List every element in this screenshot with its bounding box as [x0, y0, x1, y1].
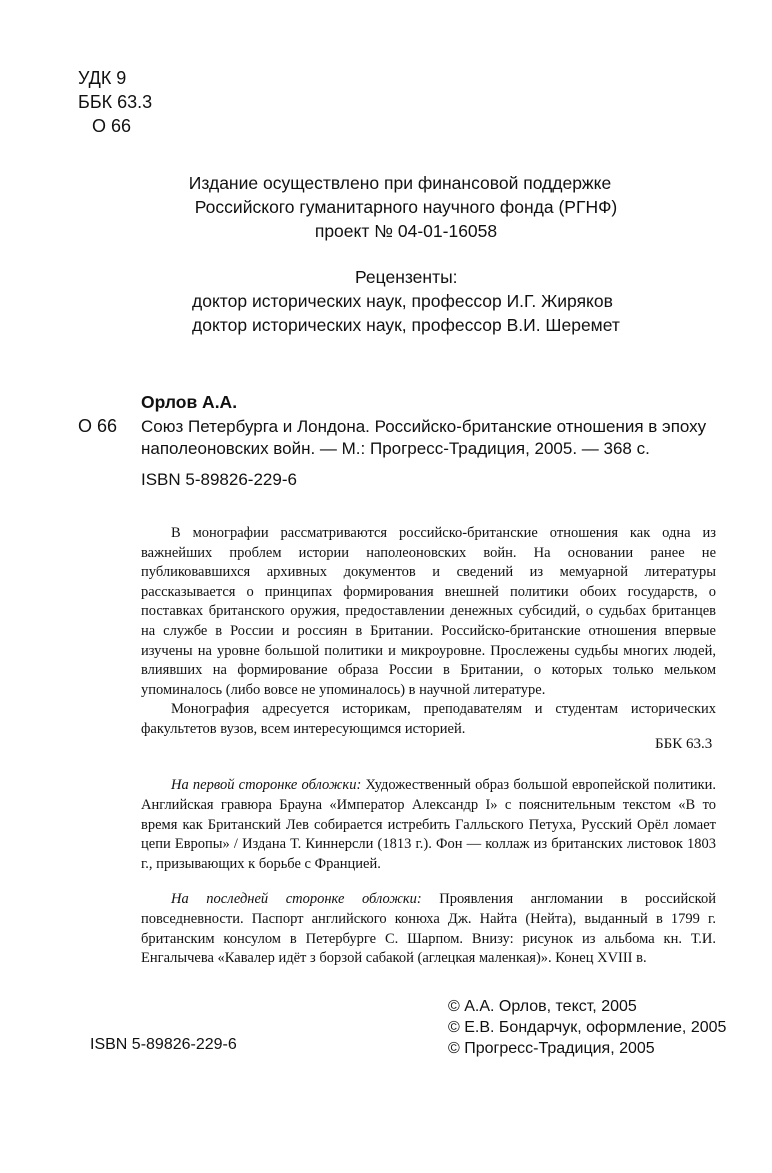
- back-cover-note: [141, 890, 716, 969]
- abstract-paragraph: В монографии рассматриваются российско-британские отношения как одна из важнейших проблем истории наполеоновских войн. На основании ранее не публиковавшихся архивных документов и сведений из мемуарной литературы рассказывается о принципах формирования внешней политики обоих государств, о поставках британского оружия, предоставлении денежных субсидий, о судьбах британцев на службе в России и россиян в Британии. Российско-британские отношения впервые изучены на уровне большой политики и микроуровне. Прослежены судьбы многих людей, влиявших на формирование образа России в Британии, о которых только мельком упоминалось (либо вовсе не упоминалось) в научной литературе.: [141, 525, 716, 698]
- sponsor-project: проект № 04-01-16058: [314, 221, 498, 241]
- copyright-design: © Е.В. Бондарчук, оформление, 2005: [448, 1019, 727, 1036]
- abstract: [141, 524, 716, 740]
- front-cover-note: [141, 776, 716, 875]
- author-mark: О 66: [92, 116, 132, 136]
- copyright-author: © А.А. Орлов, текст, 2005: [448, 998, 637, 1015]
- isbn-record: ISBN 5-89826-229-6: [141, 470, 297, 489]
- bibliographic-title-line: Союз Петербурга и Лондона. Российско-британские отношения в эпоху: [141, 417, 707, 436]
- front-cover-text: Художественный образ большой европейской политики. Английская гравюра Брауна «Император Александр I» с пояснительным текстом «В то время как Британский Лев собирается истребить Галльского Петуха, Русский Орёл ломает цепи Европы» / Издана Т. Киннерсли (1813 г.). Фон — коллаж из британских листовок 1803 г., призывающих к борьбе с Францией.: [141, 777, 717, 873]
- sponsor-line-2: Российского гуманитарного научного фонда (РГНФ): [194, 197, 618, 217]
- sponsor-notice: [0, 171, 772, 243]
- reviewer-1: доктор исторических наук, профессор И.Г. Жиряков: [192, 291, 613, 311]
- copyright-block: [448, 996, 726, 1059]
- classification-codes: [78, 66, 152, 138]
- back-cover-text: Проявления англомании в российской повседневности. Паспорт английского конюха Дж. Найта (Нейта), выданный в 1799 г. британским консулом в Петербурге С. Шарпом. Внизу: рисунок из альбома кн. Т.И. Енгалычева «Кавалер идёт з борзой сабакой (аглецкая маленкая)». Конец XVIII в.: [141, 891, 716, 967]
- udk-code: УДК 9: [78, 68, 127, 88]
- reviewers-block: [0, 265, 772, 337]
- book-author: Орлов А.А.: [141, 392, 238, 412]
- isbn-bottom: ISBN 5-89826-229-6: [90, 1036, 237, 1053]
- bbk-code-right: ББК 63.3: [655, 736, 713, 752]
- bibliographic-record: [141, 416, 716, 460]
- bbk-code: ББК 63.3: [78, 92, 153, 112]
- reviewer-2: доктор исторических наук, профессор В.И. Шеремет: [192, 315, 620, 335]
- back-cover-label: На последней сторонке обложки:: [171, 891, 422, 907]
- bibliographic-imprint-line: наполеоновских войн. — М.: Прогресс-Традиция, 2005. — 368 с.: [141, 439, 650, 458]
- audience-paragraph: Монография адресуется историкам, преподавателям и студентам исторических факультетов вузов, всем интересующимся историей.: [141, 701, 716, 737]
- front-cover-label: На первой сторонке обложки:: [171, 777, 362, 793]
- bibliographic-code: О 66: [78, 416, 118, 436]
- reviewers-title: Рецензенты:: [355, 267, 458, 287]
- sponsor-line-1: Издание осуществлено при финансовой поддержке: [188, 173, 612, 193]
- copyright-publisher: © Прогресс-Традиция, 2005: [448, 1040, 655, 1057]
